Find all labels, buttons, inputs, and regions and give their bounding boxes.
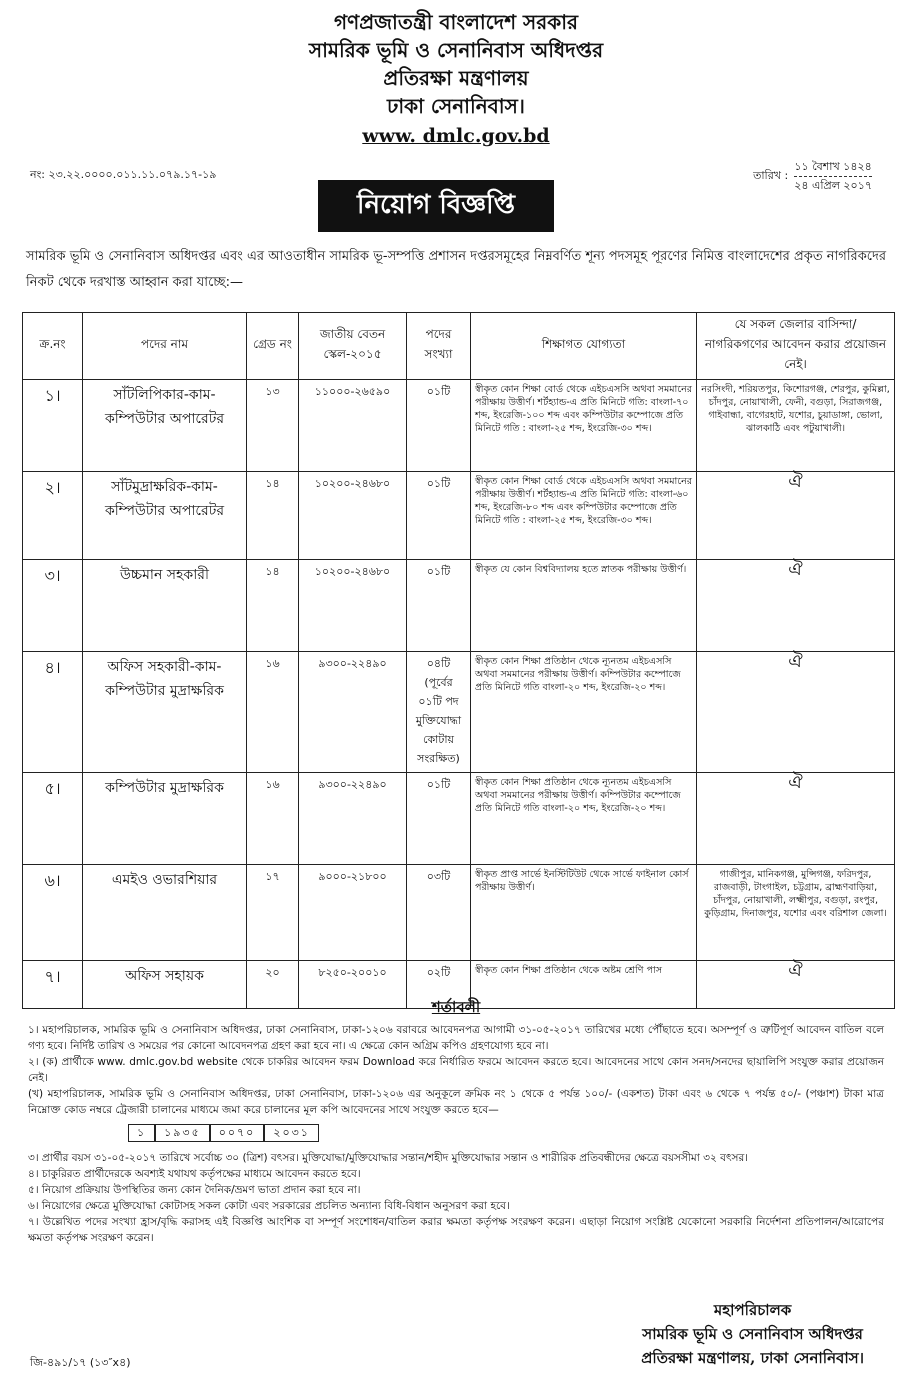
- row-excluded-districts: ঐ: [697, 652, 895, 773]
- condition-6: ৬। নিয়োগের ক্ষেত্রে মুক্তিযোদ্ধা কোটাসহ সকল কোটা এবং সরকারের প্রচলিত অন্যান্য বিধি-বিধান অনুসরণ করা হবে।: [28, 1200, 510, 1212]
- col-pay-scale: জাতীয় বেতন স্কেল-২০১৫: [299, 313, 407, 380]
- row-qualification: স্বীকৃত প্রাপ্ত সার্ভে ইনস্টিটিউট থেকে সার্ভে ফাইনাল কোর্স পরীক্ষায় উত্তীর্ণ।: [471, 865, 697, 961]
- row-serial: ৭।: [23, 961, 83, 1009]
- table-row: [23, 380, 895, 472]
- code-segment: ২০৩১: [264, 1124, 319, 1142]
- code-segment: ০০৭০: [210, 1124, 265, 1142]
- row-serial: ৬।: [23, 865, 83, 961]
- row-grade: ১৭: [247, 865, 299, 961]
- row-pay-scale: ৯০০০-২১৮০০: [299, 865, 407, 961]
- row-post-count: ০৩টি: [407, 865, 471, 961]
- row-excluded-districts: ঐ: [697, 961, 895, 1009]
- row-qualification: স্বীকৃত যে কোন বিশ্ববিদ্যালয় হতে স্নাতক পরীক্ষায় উত্তীর্ণ।: [471, 560, 697, 652]
- row-grade: ২০: [247, 961, 299, 1009]
- row-excluded-districts: ঐ: [697, 560, 895, 652]
- table-row: [23, 560, 895, 652]
- conditions-title: শর্তাবলী: [431, 998, 481, 1016]
- table-row: [23, 652, 895, 773]
- row-post-name: অফিস সহকারী-কাম-কম্পিউটার মুদ্রাক্ষরিক: [83, 652, 247, 773]
- signer-department: সামরিক ভূমি ও সেনানিবাস অধিদপ্তর: [642, 1325, 863, 1343]
- date-label: তারিখ :: [753, 169, 789, 182]
- row-excluded-districts: নরসিংদী, শরিয়তপুর, কিশোরগঞ্জ, শেরপুর, কুমিল্লা, চাঁদপুর, নোয়াখালী, ফেনী, বগুড়া, সিরাজগঞ্জ, গাইবান্ধা, বাগেরহাট, যশোর, চুয়াডাঙ্গা, ভোলা, ঝালকাঠি এবং পটুয়াখালী।: [697, 380, 895, 472]
- condition-7: ৭। উল্লেখিত পদের সংখ্যা হ্রাস/বৃদ্ধি করাসহ এই বিজ্ঞপ্তি আংশিক বা সম্পূর্ণ সংশোধন/বাতিল করার ক্ষমতা কর্তৃপক্ষ সংরক্ষণ করেন। এছাড়া নিয়োগ সংশ্লিষ্ট যেকোনো সরকারি নির্দেশনা প্রতিপালন/আরোপের ক্ষমতা কর্তৃপক্ষ সংরক্ষণ করেন।: [28, 1216, 884, 1244]
- letterhead: [0, 8, 912, 150]
- row-serial: ১।: [23, 380, 83, 472]
- date-block: [753, 158, 872, 195]
- row-qualification: স্বীকৃত কোন শিক্ষা প্রতিষ্ঠান থেকে ন্যূনতম এইচএসসি অথবা সমমানের পরীক্ষায় উত্তীর্ণ। কম্পিউটার কম্পোজে প্রতি মিনিটে গতি বাংলা-২০ শব্দ, ইংরেজি-২০ শব্দ।: [471, 652, 697, 773]
- code-segment: ১: [128, 1124, 155, 1142]
- row-qualification: স্বীকৃত কোন শিক্ষা বোর্ড থেকে এইচএসসি অথবা সমমানের পরীক্ষায় উত্তীর্ণ। শর্টহ্যান্ড-এ প্রতি মিনিটে গতি: বাংলা-৬০ শব্দ, ইংরেজি-৮০ শব্দ এবং কম্পিউটার কম্পোজে প্রতি মিনিটে গতি : বাংলা-২৫ শব্দ, ইংরেজি-৩০ শব্দ।: [471, 472, 697, 560]
- col-grade: গ্রেড নং: [247, 313, 299, 380]
- signature-block: [641, 1298, 864, 1370]
- table-row: [23, 773, 895, 865]
- date-english: ২৪ এপ্রিল ২০১৭: [794, 179, 872, 192]
- row-pay-scale: ৮২৫০-২০০১০: [299, 961, 407, 1009]
- row-grade: ১৪: [247, 560, 299, 652]
- row-grade: ১৩: [247, 380, 299, 472]
- col-post-count: পদের সংখ্যা: [407, 313, 471, 380]
- row-excluded-districts: ঐ: [697, 773, 895, 865]
- row-post-count: ০১টি: [407, 560, 471, 652]
- col-post-name: পদের নাম: [83, 313, 247, 380]
- signer-ministry: প্রতিরক্ষা মন্ত্রণালয়, ঢাকা সেনানিবাস।: [641, 1349, 864, 1367]
- row-post-name: সাঁটমুদ্রাক্ষরিক-কাম-কম্পিউটার অপারেটর: [83, 472, 247, 560]
- row-post-count: ০৪টি (পূর্বের ০১টি পদ মুক্তিযোদ্ধা কোটায় সংরক্ষিত): [407, 652, 471, 773]
- row-grade: ১৬: [247, 773, 299, 865]
- location-title: ঢাকা সেনানিবাস।: [387, 94, 525, 118]
- row-excluded-districts: গাজীপুর, মানিকগঞ্জ, মুন্সিগঞ্জ, ফরিদপুর, রাজবাড়ী, টাংগাইল, চট্টগ্রাম, ব্রাহ্মণবাড়িয়া, চাঁদপুর, নোয়াখালী, লক্ষ্মীপুর, বগুড়া, রংপুর, কুড়িগ্রাম, দিনাজপুর, যশোর এবং বরিশাল জেলা।: [697, 865, 895, 961]
- row-post-name: সাঁটলিপিকার-কাম-কম্পিউটার অপারেটর: [83, 380, 247, 472]
- ministry-title: প্রতিরক্ষা মন্ত্রণালয়: [383, 66, 529, 90]
- col-serial: ক্র.নং: [23, 313, 83, 380]
- condition-1: ১। মহাপরিচালক, সামরিক ভূমি ও সেনানিবাস অধিদপ্তর, ঢাকা সেনানিবাস, ঢাকা-১২০৬ বরাবরে আবেদনপত্র আগামী ৩১-০৫-২০১৭ তারিখের মধ্যে পৌঁছাতে হবে। অসম্পূর্ণ ও ত্রুটিপূর্ণ আবেদন বাতিল বলে গণ্য হবে। নির্দিষ্ট তারিখ ও সময়ের পর কোনো আবেদনপত্র গ্রহণ করা হবে না। এ ক্ষেত্রে কোন অগ্রিম কপিও গ্রহণযোগ্য হবে না।: [28, 1024, 884, 1052]
- row-serial: ৩।: [23, 560, 83, 652]
- date-bangla: ১১ বৈশাখ ১৪২৪: [794, 158, 872, 177]
- treasury-code: [128, 1124, 884, 1142]
- row-qualification: স্বীকৃত কোন শিক্ষা বোর্ড থেকে এইচএসসি অথবা সমমানের পরীক্ষায় উত্তীর্ণ। শর্টহ্যান্ড-এ প্রতি মিনিটে গতি: বাংলা-৭০ শব্দ, ইংরেজি-১০০ শব্দ এবং কম্পিউটার কম্পোজে প্রতি মিনিটে গতি : বাংলা-২৫ শব্দ, ইংরেজি-৩০ শব্দ।: [471, 380, 697, 472]
- row-post-name: অফিস সহায়ক: [83, 961, 247, 1009]
- condition-2a: ২। (ক) প্রার্থীকে www. dmlc.gov.bd website থেকে চাকরির আবেদন ফরম Download করে নির্ধারিত ফরমে আবেদন করতে হবে। আবেদনের সাথে কোন সনদ/সনদের ছায়ালিপি সংযুক্ত করার প্রয়োজন নেই।: [28, 1056, 884, 1084]
- row-post-count: ০১টি: [407, 773, 471, 865]
- department-title: সামরিক ভূমি ও সেনানিবাস অধিদপ্তর: [308, 38, 604, 62]
- col-qualification: শিক্ষাগত যোগ্যতা: [471, 313, 697, 380]
- row-grade: ১৬: [247, 652, 299, 773]
- condition-3: ৩। প্রার্থীর বয়স ৩১-০৫-২০১৭ তারিখে সর্বোচ্চ ৩০ (ত্রিশ) বৎসর। মুক্তিযোদ্ধা/মুক্তিযোদ্ধার সন্তান/শহীদ মুক্তিযোদ্ধার সন্তান ও শারীরিক প্রতিবন্ধীদের ক্ষেত্রে বয়সসীমা ৩২ বৎসর।: [28, 1152, 749, 1164]
- conditions-list: [28, 1022, 884, 1246]
- row-pay-scale: ৯৩০০-২২৪৯০: [299, 773, 407, 865]
- row-post-count: ০১টি: [407, 472, 471, 560]
- row-serial: ২।: [23, 472, 83, 560]
- row-serial: ৪।: [23, 652, 83, 773]
- row-post-count: ০২টি: [407, 961, 471, 1009]
- row-pay-scale: ১০২০০-২৪৬৮০: [299, 560, 407, 652]
- vacancy-table: [22, 312, 895, 1009]
- row-post-name: এমইও ওভারশিয়ার: [83, 865, 247, 961]
- condition-5: ৫। নিয়োগ প্রক্রিয়ায় উপস্থিতির জন্য কোন দৈনিক/ভ্রমণ ভাতা প্রদান করা হবে না।: [28, 1184, 361, 1196]
- table-header-row: [23, 313, 895, 380]
- row-qualification: স্বীকৃত কোন শিক্ষা প্রতিষ্ঠান থেকে ন্যূনতম এইচএসসি অথবা সমমানের পরীক্ষায় উত্তীর্ণ। কম্পিউটার কম্পোজে প্রতি মিনিটে গতি বাংলা-২০ শব্দ, ইংরেজি-২০ শব্দ।: [471, 773, 697, 865]
- row-post-name: উচ্চমান সহকারী: [83, 560, 247, 652]
- condition-4: ৪। চাকুরিরত প্রার্থীদেরকে অবশ্যই যথাযথ কর্তৃপক্ষের মাধ্যমে আবেদন করতে হবে।: [28, 1168, 361, 1180]
- condition-2b: (খ) মহাপরিচালক, সামরিক ভূমি ও সেনানিবাস অধিদপ্তর, ঢাকা সেনানিবাস, ঢাকা-১২০৬ এর অনুকূলে ক্রমিক নং ১ থেকে ৫ পর্যন্ত ১০০/- (একশত) টাকা এবং ৬ থেকে ৭ পর্যন্ত ৫০/- (পঞ্চাশ) টাকা মাত্র নিম্নোক্ত কোড নম্বরে ট্রেজারী চালানের মাধ্যমে জমা করে চালানের মূল কপি আবেদনের সাথে সংযুক্ত করতে হবে—: [28, 1088, 884, 1116]
- row-post-count: ০১টি: [407, 380, 471, 472]
- notice-banner: নিয়োগ বিজ্ঞপ্তি: [318, 180, 554, 232]
- website-link[interactable]: www. dmlc.gov.bd: [362, 125, 550, 147]
- signer-title: মহাপরিচালক: [713, 1301, 792, 1319]
- row-pay-scale: ১০২০০-২৪৬৮০: [299, 472, 407, 560]
- govt-title: গণপ্রজাতন্ত্রী বাংলাদেশ সরকার: [334, 10, 578, 34]
- code-segment: ১৯৩৫: [155, 1124, 210, 1142]
- row-qualification: স্বীকৃত কোন শিক্ষা প্রতিষ্ঠান থেকে অষ্টম শ্রেণি পাস: [471, 961, 697, 1009]
- intro-paragraph: সামরিক ভূমি ও সেনানিবাস অধিদপ্তর এবং এর আওতাধীন সামরিক ভূ-সম্পত্তি প্রশাসন দপ্তরসমূহের নিম্নবর্ণিত শূন্য পদসমূহ পূরণের নিমিত্ত বাংলাদেশের প্রকৃত নাগরিকদের নিকট থেকে দরখাস্ত আহ্বান করা যাচ্ছে:—: [26, 249, 886, 290]
- table-row: [23, 865, 895, 961]
- table-row: [23, 472, 895, 560]
- row-excluded-districts: ঐ: [697, 472, 895, 560]
- row-pay-scale: ১১০০০-২৬৫৯০: [299, 380, 407, 472]
- memo-number: নং: ২৩.২২.০০০০.০১১.১১.০৭৯.১৭-১৯: [30, 168, 217, 181]
- row-post-name: কম্পিউটার মুদ্রাক্ষরিক: [83, 773, 247, 865]
- row-serial: ৫।: [23, 773, 83, 865]
- col-excluded-districts: যে সকল জেলার বাসিন্দা/ নাগরিকগণের আবেদন করার প্রয়োজন নেই।: [697, 313, 895, 380]
- print-code: জি-৪৯১/১৭ (১৩″x৪): [30, 1356, 131, 1369]
- row-grade: ১৪: [247, 472, 299, 560]
- row-pay-scale: ৯৩০০-২২৪৯০: [299, 652, 407, 773]
